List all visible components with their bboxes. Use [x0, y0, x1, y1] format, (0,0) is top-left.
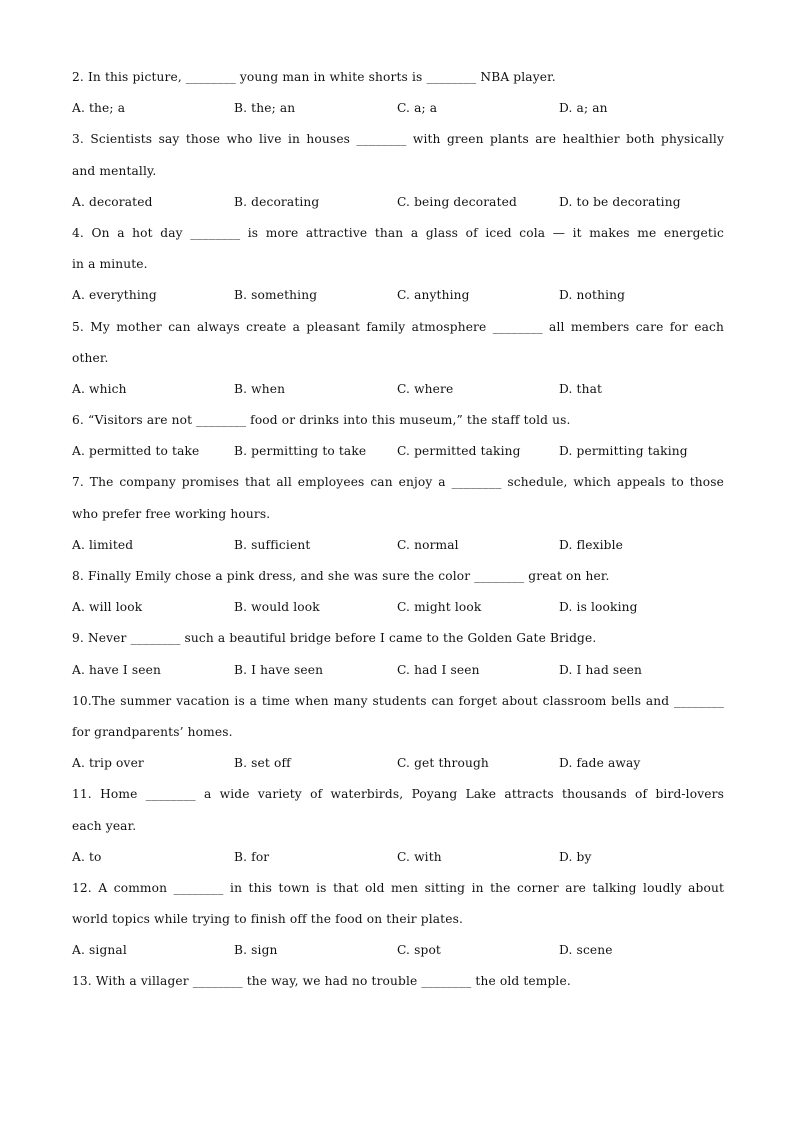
answer-options: [72, 534, 724, 565]
question-text-line: 9. Never ________ such a beautiful bridge before I came to the Golden Gate Bridge.: [72, 631, 597, 646]
exam-page: [72, 66, 724, 1002]
answer-option: B. would look: [234, 600, 320, 615]
question-item: [72, 690, 724, 784]
question-text-line: for grandparents’ homes.: [72, 724, 233, 739]
answer-option: C. permitted taking: [397, 444, 521, 459]
answer-option: C. get through: [397, 756, 489, 771]
answer-options: [72, 659, 724, 690]
answer-option: B. I have seen: [234, 662, 324, 677]
answer-options: [72, 191, 724, 222]
question-item: [72, 66, 724, 128]
answer-option: D. by: [559, 849, 592, 864]
answer-option: B. sign: [234, 943, 278, 958]
answer-option: D. to be decorating: [559, 194, 681, 209]
answer-option: C. being decorated: [397, 194, 517, 209]
answer-option: D. that: [559, 381, 603, 396]
answer-option: B. for: [234, 849, 270, 864]
question-text-line: 2. In this picture, ________ young man in white shorts is ________ NBA player.: [72, 70, 556, 84]
answer-options: [72, 939, 724, 970]
question-text-line: in a minute.: [72, 257, 148, 272]
answer-option: C. spot: [397, 943, 441, 958]
question-text-line: world topics while trying to finish off the food on their plates.: [72, 912, 463, 927]
question-text-line: 4. On a hot day ________ is more attractive than a glass of iced cola — it makes me energetic: [72, 225, 724, 240]
answer-option: C. with: [397, 849, 442, 864]
question-text-line: 5. My mother can always create a pleasant family atmosphere ________ all members care for each: [72, 319, 724, 334]
question-text-line: 10.The summer vacation is a time when many students can forget about classroom bells and ________: [72, 693, 724, 708]
answer-options: [72, 97, 724, 128]
answer-option: A. permitted to take: [72, 444, 200, 459]
answer-option: D. is looking: [559, 600, 638, 615]
answer-option: A. to: [72, 849, 102, 864]
answer-option: D. I had seen: [559, 662, 643, 677]
question-item: [72, 877, 724, 971]
question-text-line: each year.: [72, 818, 137, 833]
answer-option: C. anything: [397, 288, 470, 303]
answer-option: A. have I seen: [72, 662, 161, 677]
answer-option: C. normal: [397, 537, 459, 552]
question-text-line: 12. A common ________ in this town is that old men sitting in the corner are talking loudly about: [72, 880, 724, 895]
answer-option: A. will look: [72, 600, 143, 615]
answer-option: D. fade away: [559, 756, 641, 771]
answer-option: D. a; an: [559, 101, 608, 116]
answer-option: D. scene: [559, 943, 613, 958]
answer-option: C. had I seen: [397, 662, 480, 677]
answer-options: [72, 596, 724, 627]
answer-option: D. nothing: [559, 288, 626, 303]
answer-option: C. where: [397, 381, 454, 396]
question-item: [72, 627, 724, 689]
answer-option: B. the; an: [234, 101, 296, 116]
answer-option: A. which: [72, 381, 127, 396]
question-text-line: 6. “Visitors are not ________ food or drinks into this museum,” the staff told us.: [72, 413, 571, 428]
answer-option: A. limited: [72, 537, 134, 552]
answer-options: [72, 846, 724, 877]
answer-option: A. trip over: [72, 756, 144, 771]
answer-options: [72, 752, 724, 783]
answer-options: [72, 284, 724, 315]
question-item: [72, 783, 724, 877]
answer-option: A. decorated: [72, 194, 153, 209]
question-text-line: who prefer free working hours.: [72, 506, 271, 521]
answer-option: A. everything: [72, 288, 157, 303]
answer-option: B. sufficient: [234, 537, 311, 552]
answer-option: C. a; a: [397, 101, 438, 116]
question-item: [72, 316, 724, 410]
answer-option: B. something: [234, 288, 318, 303]
question-text-line: 8. Finally Emily chose a pink dress, and she was sure the color ________ great on her.: [72, 569, 610, 583]
answer-option: B. permitting to take: [234, 444, 367, 459]
answer-option: B. decorating: [234, 194, 320, 209]
question-item: [72, 409, 724, 471]
answer-options: [72, 378, 724, 409]
question-item: [72, 970, 724, 1001]
question-text-line: 11. Home ________ a wide variety of waterbirds, Poyang Lake attracts thousands of bird-lovers: [72, 787, 724, 802]
answer-option: A. signal: [72, 943, 127, 958]
question-item: [72, 128, 724, 222]
question-text-line: 13. With a villager ________ the way, we had no trouble ________ the old temple.: [72, 974, 571, 989]
answer-option: D. flexible: [559, 537, 624, 552]
question-item: [72, 222, 724, 316]
question-item: [72, 471, 724, 565]
answer-options: [72, 440, 724, 471]
question-text-line: 3. Scientists say those who live in houses ________ with green plants are healthier both physically: [72, 132, 724, 147]
answer-option: A. the; a: [72, 101, 126, 116]
answer-option: C. might look: [397, 600, 482, 615]
answer-option: B. when: [234, 381, 286, 396]
question-text-line: and mentally.: [72, 163, 157, 178]
answer-option: D. permitting taking: [559, 444, 688, 459]
question-item: [72, 565, 724, 627]
question-text-line: other.: [72, 350, 109, 365]
answer-option: B. set off: [234, 756, 291, 771]
question-text-line: 7. The company promises that all employees can enjoy a ________ schedule, which appeals to those: [72, 475, 724, 490]
